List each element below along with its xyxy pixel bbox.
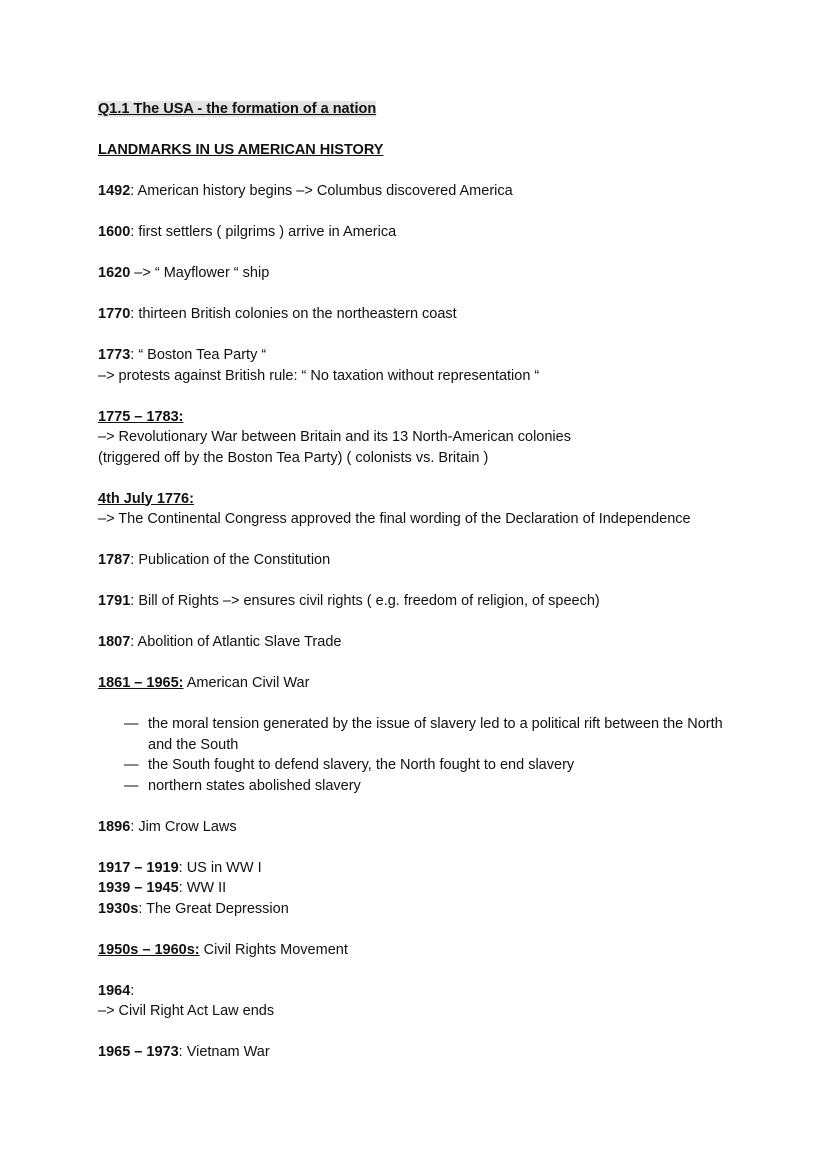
entry-date: 1896 [98, 818, 131, 835]
document-page [98, 99, 798, 1063]
entry-1964 [98, 981, 798, 1002]
entry-1896 [98, 817, 798, 838]
entry-1775 [98, 407, 798, 428]
entry-1939 [98, 878, 798, 899]
entry-text: : Bill of Rights –> ensures civil rights ( e.g. freedom of religion, of speech) [130, 593, 600, 609]
entry-1787 [98, 550, 798, 571]
bullet-text: northern states abolished slavery [148, 777, 361, 794]
entry-date: 1773 [98, 347, 131, 363]
entry-date: 1770 [98, 306, 131, 322]
entry-text: : thirteen British colonies on the northeastern coast [130, 306, 457, 322]
entry-text: : Vietnam War [178, 1044, 270, 1060]
entry-1776 [98, 489, 798, 510]
entry-text: : “ Boston Tea Party “ [130, 347, 267, 363]
entry-1964-detail: –> Civil Right Act Law ends [98, 1003, 275, 1019]
section-heading [98, 140, 798, 161]
document-title [98, 99, 798, 120]
entry-1620 [98, 263, 798, 284]
entry-1775-detail: –> Revolutionary War between Britain and its 13 North-American colonies [98, 429, 571, 445]
entry-1775-note: (triggered off by the Boston Tea Party) ( colonists vs. Britain ) [98, 449, 489, 466]
heading-text: LANDMARKS IN US AMERICAN HISTORY [98, 142, 384, 158]
entry-1965 [98, 1042, 798, 1063]
entry-1861 [98, 673, 798, 694]
entry-1950s [98, 940, 798, 961]
entry-text: : US in WW I [178, 859, 262, 876]
bullet-dash: — [124, 716, 139, 732]
entry-date: 1917 – 1919 [98, 859, 179, 876]
bullet-item [98, 714, 798, 755]
entry-date: 4th July 1776: [98, 490, 194, 507]
entry-1917 [98, 858, 798, 879]
entry-text: : first settlers ( pilgrims ) arrive in America [130, 224, 397, 240]
entry-date: 1950s – 1960s: [98, 941, 200, 958]
entry-text: : [130, 982, 135, 999]
entry-text: : American history begins –> Columbus discovered America [130, 183, 513, 199]
entry-date: 1930s [98, 900, 139, 917]
entry-date: 1787 [98, 552, 131, 568]
entry-1807 [98, 632, 798, 653]
entry-1930s [98, 899, 798, 920]
entry-date: 1965 – 1973 [98, 1044, 179, 1060]
title-text: Q1.1 The USA - the formation of a nation [98, 101, 377, 117]
entry-date: 1939 – 1945 [98, 880, 179, 896]
bullet-item [98, 755, 798, 776]
bullet-dash: — [124, 777, 139, 794]
entry-date: 1775 – 1783: [98, 408, 184, 425]
entry-1600 [98, 222, 798, 243]
entry-date: 1964 [98, 982, 131, 999]
entry-date: 1492 [98, 183, 131, 199]
entry-1773 [98, 345, 798, 366]
entry-text: Civil Rights Movement [199, 941, 348, 958]
entry-text: : Abolition of Atlantic Slave Trade [130, 634, 342, 650]
entry-text: : The Great Depression [138, 900, 289, 917]
entry-text: : Publication of the Constitution [130, 552, 331, 568]
bullet-text: the South fought to defend slavery, the North fought to end slavery [148, 757, 575, 773]
entry-text: –> “ Mayflower “ ship [130, 265, 270, 281]
entry-1791 [98, 591, 798, 612]
bullet-item [98, 776, 798, 797]
bullet-dash: — [124, 757, 139, 773]
entry-1770 [98, 304, 798, 325]
entry-text: : WW II [178, 880, 227, 896]
entry-1492 [98, 181, 798, 202]
entry-date: 1861 – 1965: [98, 675, 184, 691]
entry-1776-detail: –> The Continental Congress approved the final wording of the Declaration of Independence [98, 511, 691, 527]
entry-date: 1600 [98, 224, 131, 240]
entry-text: : Jim Crow Laws [130, 818, 237, 835]
entry-date: 1807 [98, 634, 131, 650]
entry-date: 1620 [98, 265, 131, 281]
entry-text: American Civil War [183, 675, 310, 691]
entry-1773-detail: –> protests against British rule: “ No taxation without representation “ [98, 367, 540, 384]
entry-date: 1791 [98, 593, 131, 609]
bullet-text: the moral tension generated by the issue of slavery led to a political rift between the North and the South [148, 716, 723, 753]
